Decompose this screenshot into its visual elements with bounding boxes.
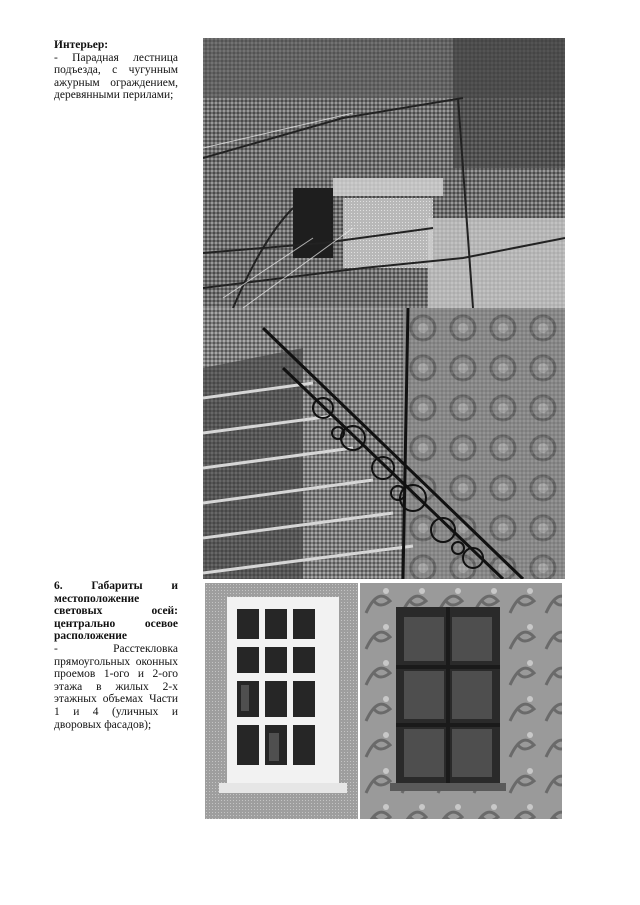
section-light-axes [54, 580, 178, 731]
cast-iron-stair-railing-photo [203, 308, 565, 579]
white-window-frame-photo [205, 583, 358, 819]
section-light-axes-text: - Расстекловка прямоугольных оконных проемов 1-ого и 2-ого этажа в жилых 2-х этажных объемах Части 1 и 4 (уличных и дворовых фасадов); [54, 642, 178, 731]
dark-window-frame-photo [360, 583, 562, 819]
section-interior [54, 39, 178, 102]
interior-staircase-landing-photo [203, 38, 565, 308]
section-light-axes-heading: 6. Габариты и местоположение световых осей: центрально осевое расположение [54, 580, 178, 643]
section-interior-heading: Интерьер: [54, 39, 109, 51]
section-interior-text: - Парадная лестница подъезда, с чугунным ажурным ограждением, деревянными перилами; [54, 51, 178, 102]
